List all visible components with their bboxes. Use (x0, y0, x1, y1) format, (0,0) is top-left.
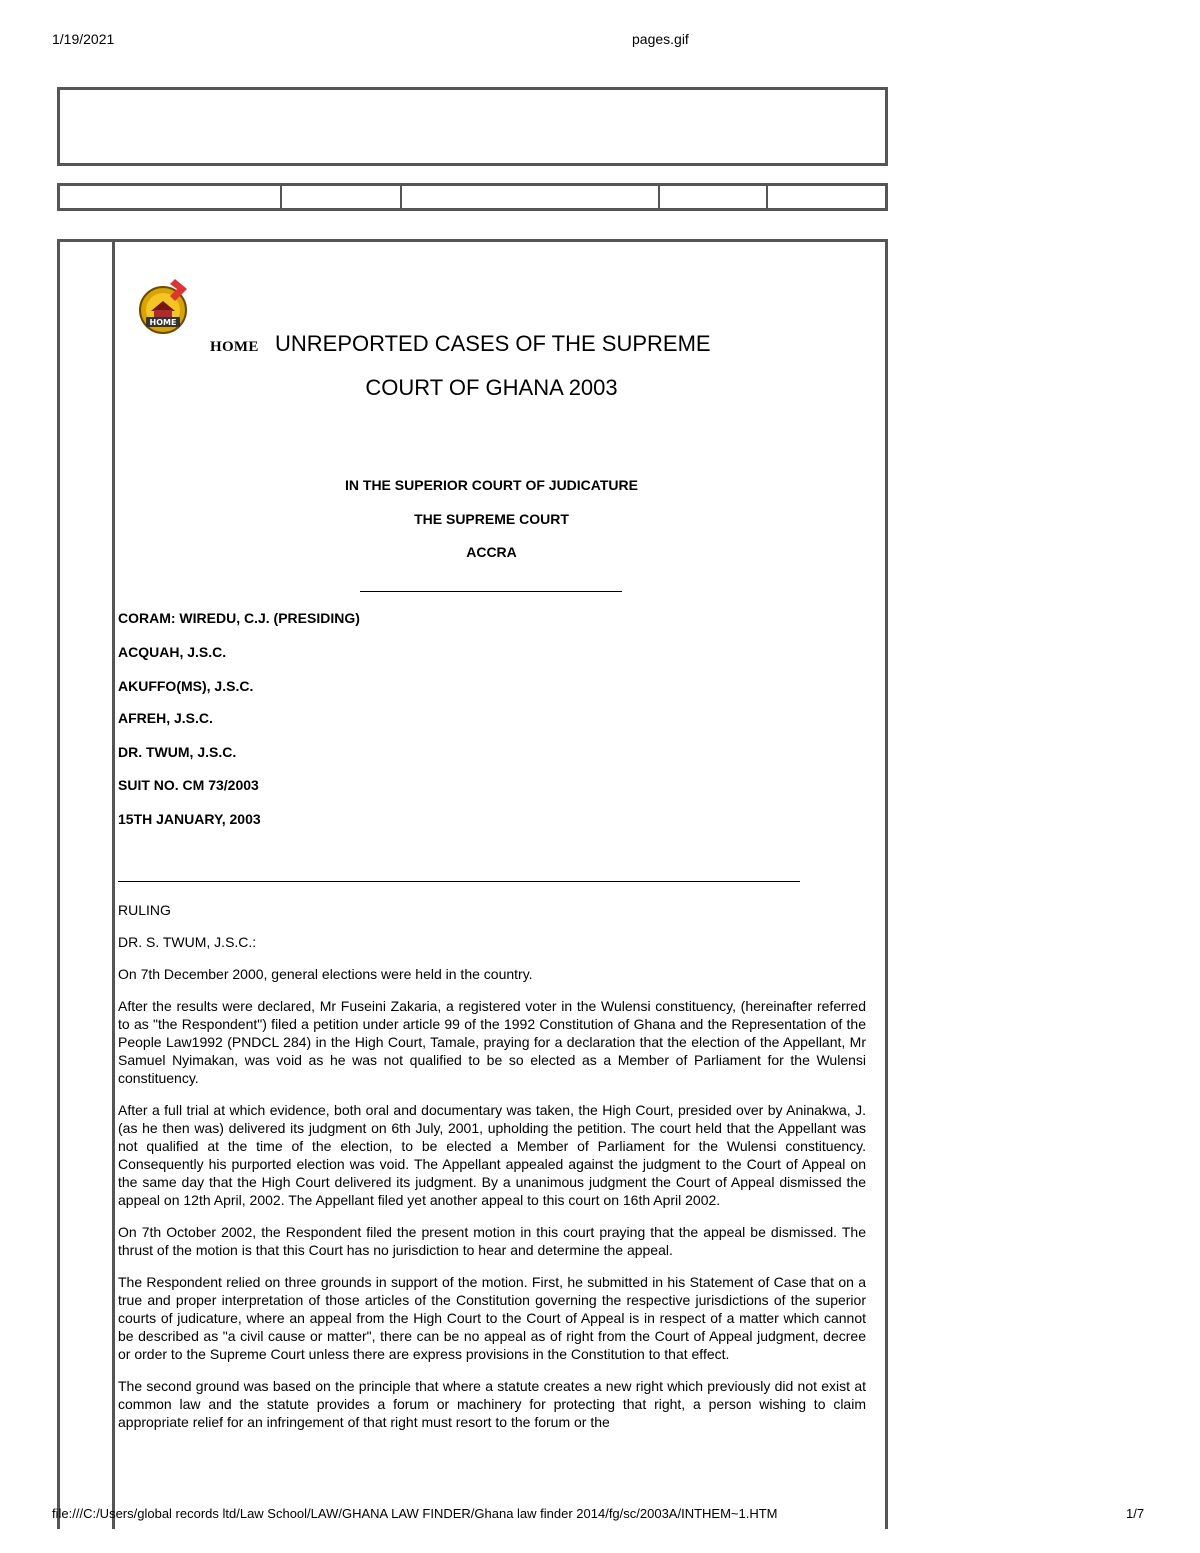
paragraph: The second ground was based on the principle that where a statute creates a new right which previously did not exist at common law and the statute provides a forum or machinery for protecting that right, a person wishing to claim appropriate relief for an infringement of that right must resort to the forum or the (118, 1378, 866, 1430)
nav-cell[interactable] (660, 186, 768, 208)
nav-cell[interactable] (768, 186, 885, 208)
nav-cell[interactable] (60, 186, 282, 208)
home-link[interactable]: HOME (210, 339, 259, 355)
print-page-number: 1/7 (1126, 1506, 1145, 1521)
court-line-1: IN THE SUPERIOR COURT OF JUDICATURE (345, 477, 638, 493)
paragraph: After a full trial at which evidence, both oral and documentary was taken, the High Court, presided over by Aninakwa, J. (as he then was) delivered its judgment on 6th July, 2001, upholding the petition. The court held that the Appellant was not qualified at the time of the election, to be elected a Member of Parliament for the Wulensi constituency. Consequently his purported election was void. The Appellant appealed against the judgment to the Court of Appeal on the same day that the High Court delivered its judgment. By a unanimous judgment the Court of Appeal dismissed the appeal on 12th April, 2002. The Appellant filed yet another appeal to this court on 16th April 2002. (118, 1102, 866, 1208)
print-date: 1/19/2021 (52, 31, 115, 47)
content-frame-divider (112, 239, 115, 1529)
coram-line: DR. TWUM, J.S.C. (118, 744, 237, 760)
ruling-heading: RULING (118, 902, 171, 918)
paragraph: The Respondent relied on three grounds in support of the motion. First, he submitted in his Statement of Case that on a true and proper interpretation of those articles of the Constitution governing the respective jurisdictions of the superior courts of judicature, where an appeal from the High Court to the Court of Appeal is in respect of a matter which cannot be described as "a civil cause or matter", there can be no appeal as of right from the Court of Appeal judgment, decree or order to the Supreme Court unless there are express provisions in the Constitution to that effect. (118, 1274, 866, 1362)
print-footer-path: file:///C:/Users/global records ltd/Law School/LAW/GHANA LAW FINDER/Ghana law finder 2014/fg/sc/2003A/INTHEM~1.HTM (52, 1506, 778, 1521)
coram-line: AKUFFO(MS), J.S.C. (118, 678, 254, 694)
top-frame (57, 87, 888, 166)
nav-cell[interactable] (402, 186, 660, 208)
nav-bar-frame (57, 183, 888, 211)
court-line-3: ACCRA (466, 544, 517, 560)
ruling-body (118, 901, 866, 1445)
page-title-line2: COURT OF GHANA 2003 (365, 375, 618, 400)
nav-cell[interactable] (282, 186, 402, 208)
divider (360, 591, 622, 592)
print-title: pages.gif (632, 31, 689, 47)
ruling-date: 15TH JANUARY, 2003 (118, 811, 261, 827)
svg-text:HOME: HOME (149, 318, 177, 327)
suit-number: SUIT NO. CM 73/2003 (118, 777, 259, 793)
paragraph: After the results were declared, Mr Fuseini Zakaria, a registered voter in the Wulensi constituency, (hereinafter referred to as "the Respondent") filed a petition under article 99 of the 1992 Constitution of Ghana and the Representation of the People Law1992 (PNDCL 284) in the High Court, Tamale, praying for a declaration that the election of the Appellant, Mr Samuel Nyimakan, was void as he was not qualified to be so elected as a Member of Parliament for the Wulensi constituency. (118, 998, 866, 1086)
coram-line: ACQUAH, J.S.C. (118, 644, 227, 660)
coram-line: CORAM: WIREDU, C.J. (PRESIDING) (118, 610, 360, 626)
judge-name: DR. S. TWUM, J.S.C.: (118, 934, 257, 950)
page-title: UNREPORTED CASES OF THE SUPREME (275, 331, 711, 356)
court-line-2: THE SUPREME COURT (414, 511, 569, 527)
paragraph: On 7th October 2002, the Respondent filed the present motion in this court praying that the appeal be dismissed. The thrust of the motion is that this Court has no jurisdiction to hear and determine the appeal. (118, 1224, 866, 1258)
home-icon[interactable] (137, 277, 191, 335)
divider (118, 881, 800, 882)
coram-line: AFREH, J.S.C. (118, 710, 213, 726)
paragraph: On 7th December 2000, general elections were held in the country. (118, 966, 533, 982)
